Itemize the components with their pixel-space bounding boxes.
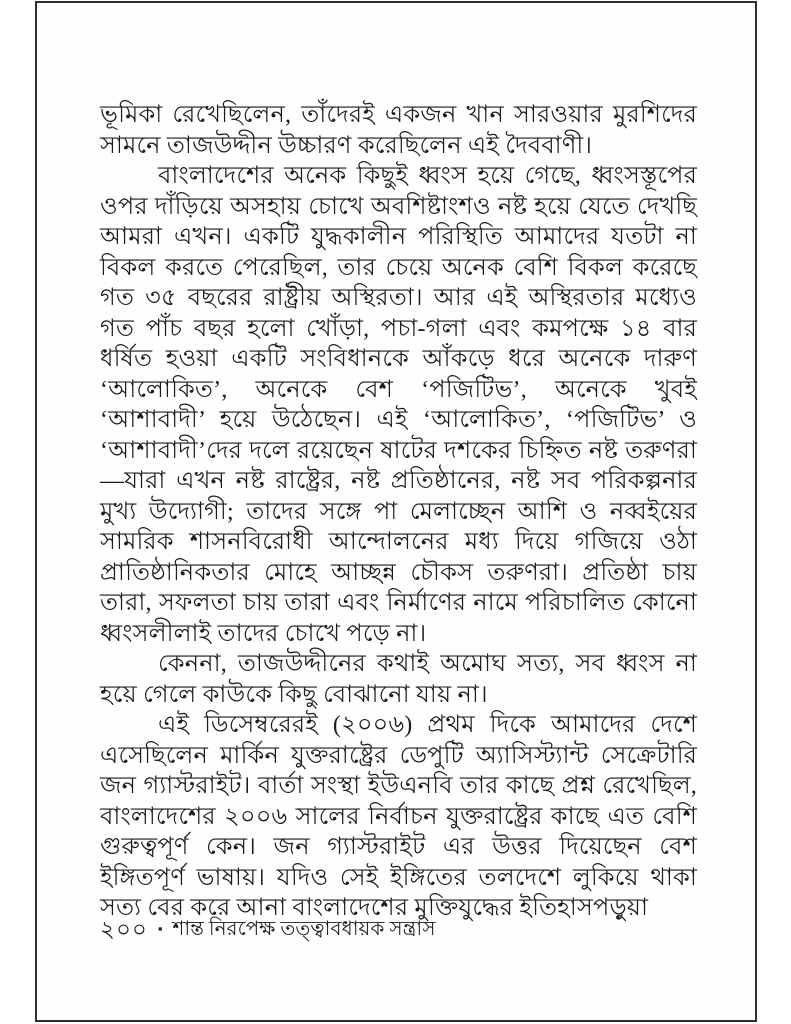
paragraph: কেননা, তাজউদ্দীনের কথাই অমোঘ সত্য, সব ধ্বংস না হয়ে গেলে কাউকে কিছু বোঝানো যায় না। [100,651,697,708]
paragraph-continuation: ভূমিকা রেখেছিলেন, তাঁদেরই একজন খান সারওয়ার মুরশিদের সামনে তাজউদ্দীন উচ্চারণ করেছিলেন এই দৈববাণী। [100,102,697,159]
scanned-page-frame [35,1,757,1022]
paragraph: বাংলাদেশের অনেক কিছুই ধ্বংস হয়ে গেছে, ধ্বংসস্তূপের ওপর দাঁড়িয়ে অসহায় চোখে অবশিষ্টাংশও নষ্ট হয়ে যেতে দেখছি আমরা এখন। একটি যুদ্ধকালীন পরিস্থিতি আমাদের যতটা না বিকল করতে পেরেছিল, তার চেয়ে অনেক বেশি বিকল করেছে গত ৩৫ বছরের রাষ্ট্রীয় অস্থিরতা। আর এই অস্থিরতার মধ্যেও গত পাঁচ বছর হলো খোঁড়া, পচা-গলা এবং কমপক্ষে ১৪ বার ধর্ষিত হওয়া একটি সংবিধানকে আঁকড়ে ধরে অনেকে দারুণ ‘আলোকিত’, অনেকে বেশ ‘পজিটিভ’, অনেকে খুবই ‘আশাবাদী’ হয়ে উঠেছেন। এই ‘আলোকিত’, ‘পজিটিভ’ ও ‘আশাবাদী’দের দলে রয়েছেন ষাটের দশকের চিহ্নিত নষ্ট তরুণরা—যারা এখন নষ্ট রাষ্ট্রের, নষ্ট প্রতিষ্ঠানের, নষ্ট সব পরিকল্পনার মুখ্য উদ্যোগী; তাদের সঙ্গে পা মেলাচ্ছেন আশি ও নব্বইয়ের সামরিক শাসনবিরোধী আন্দোলনের মধ্য দিয়ে গজিয়ে ওঠা প্রাতিষ্ঠানিকতার মোহে আচ্ছন্ন চৌকস তরুণরা। প্রতিষ্ঠা চায় তারা, সফলতা চায় তারা এবং নির্মাণের নামে পরিচালিত কোনো ধ্বংসলীলাই তাদের চোখে পড়ে না। [100,163,697,647]
footer-square-bullet-icon: ▪ [157,921,163,936]
page-body-text [100,100,697,924]
page-footer [100,911,435,950]
book-title: শান্ত নিরপেক্ষ তত্ত্বাবধায়ক সন্ত্রাস [172,918,436,940]
paragraph: এই ডিসেম্বরেরই (২০০৬) প্রথম দিকে আমাদের দেশে এসেছিলেন মার্কিন যুক্তরাষ্ট্রের ডেপুটি অ্যাসিস্ট্যান্ট সেক্রেটারি জন গ্যাস্টরাইট। বার্তা সংস্থা ইউএনবি তার কাছে প্রশ্ন রেখেছিল, বাংলাদেশের ২০০৬ সালের নির্বাচন যুক্তরাষ্ট্রের কাছে এত বেশি গুরুত্বপূর্ণ কেন। জন গ্যাস্টরাইট এর উত্তর দিয়েছেন বেশ ইঙ্গিতপূর্ণ ভাষায়। যদিও সেই ইঙ্গিতের তলদেশে লুকিয়ে থাকা সত্য বের করে আনা বাংলাদেশের মুক্তিযুদ্ধের ইতিহাসপড়ুয়া [100,712,697,921]
page-number: ২০০ [100,917,148,942]
